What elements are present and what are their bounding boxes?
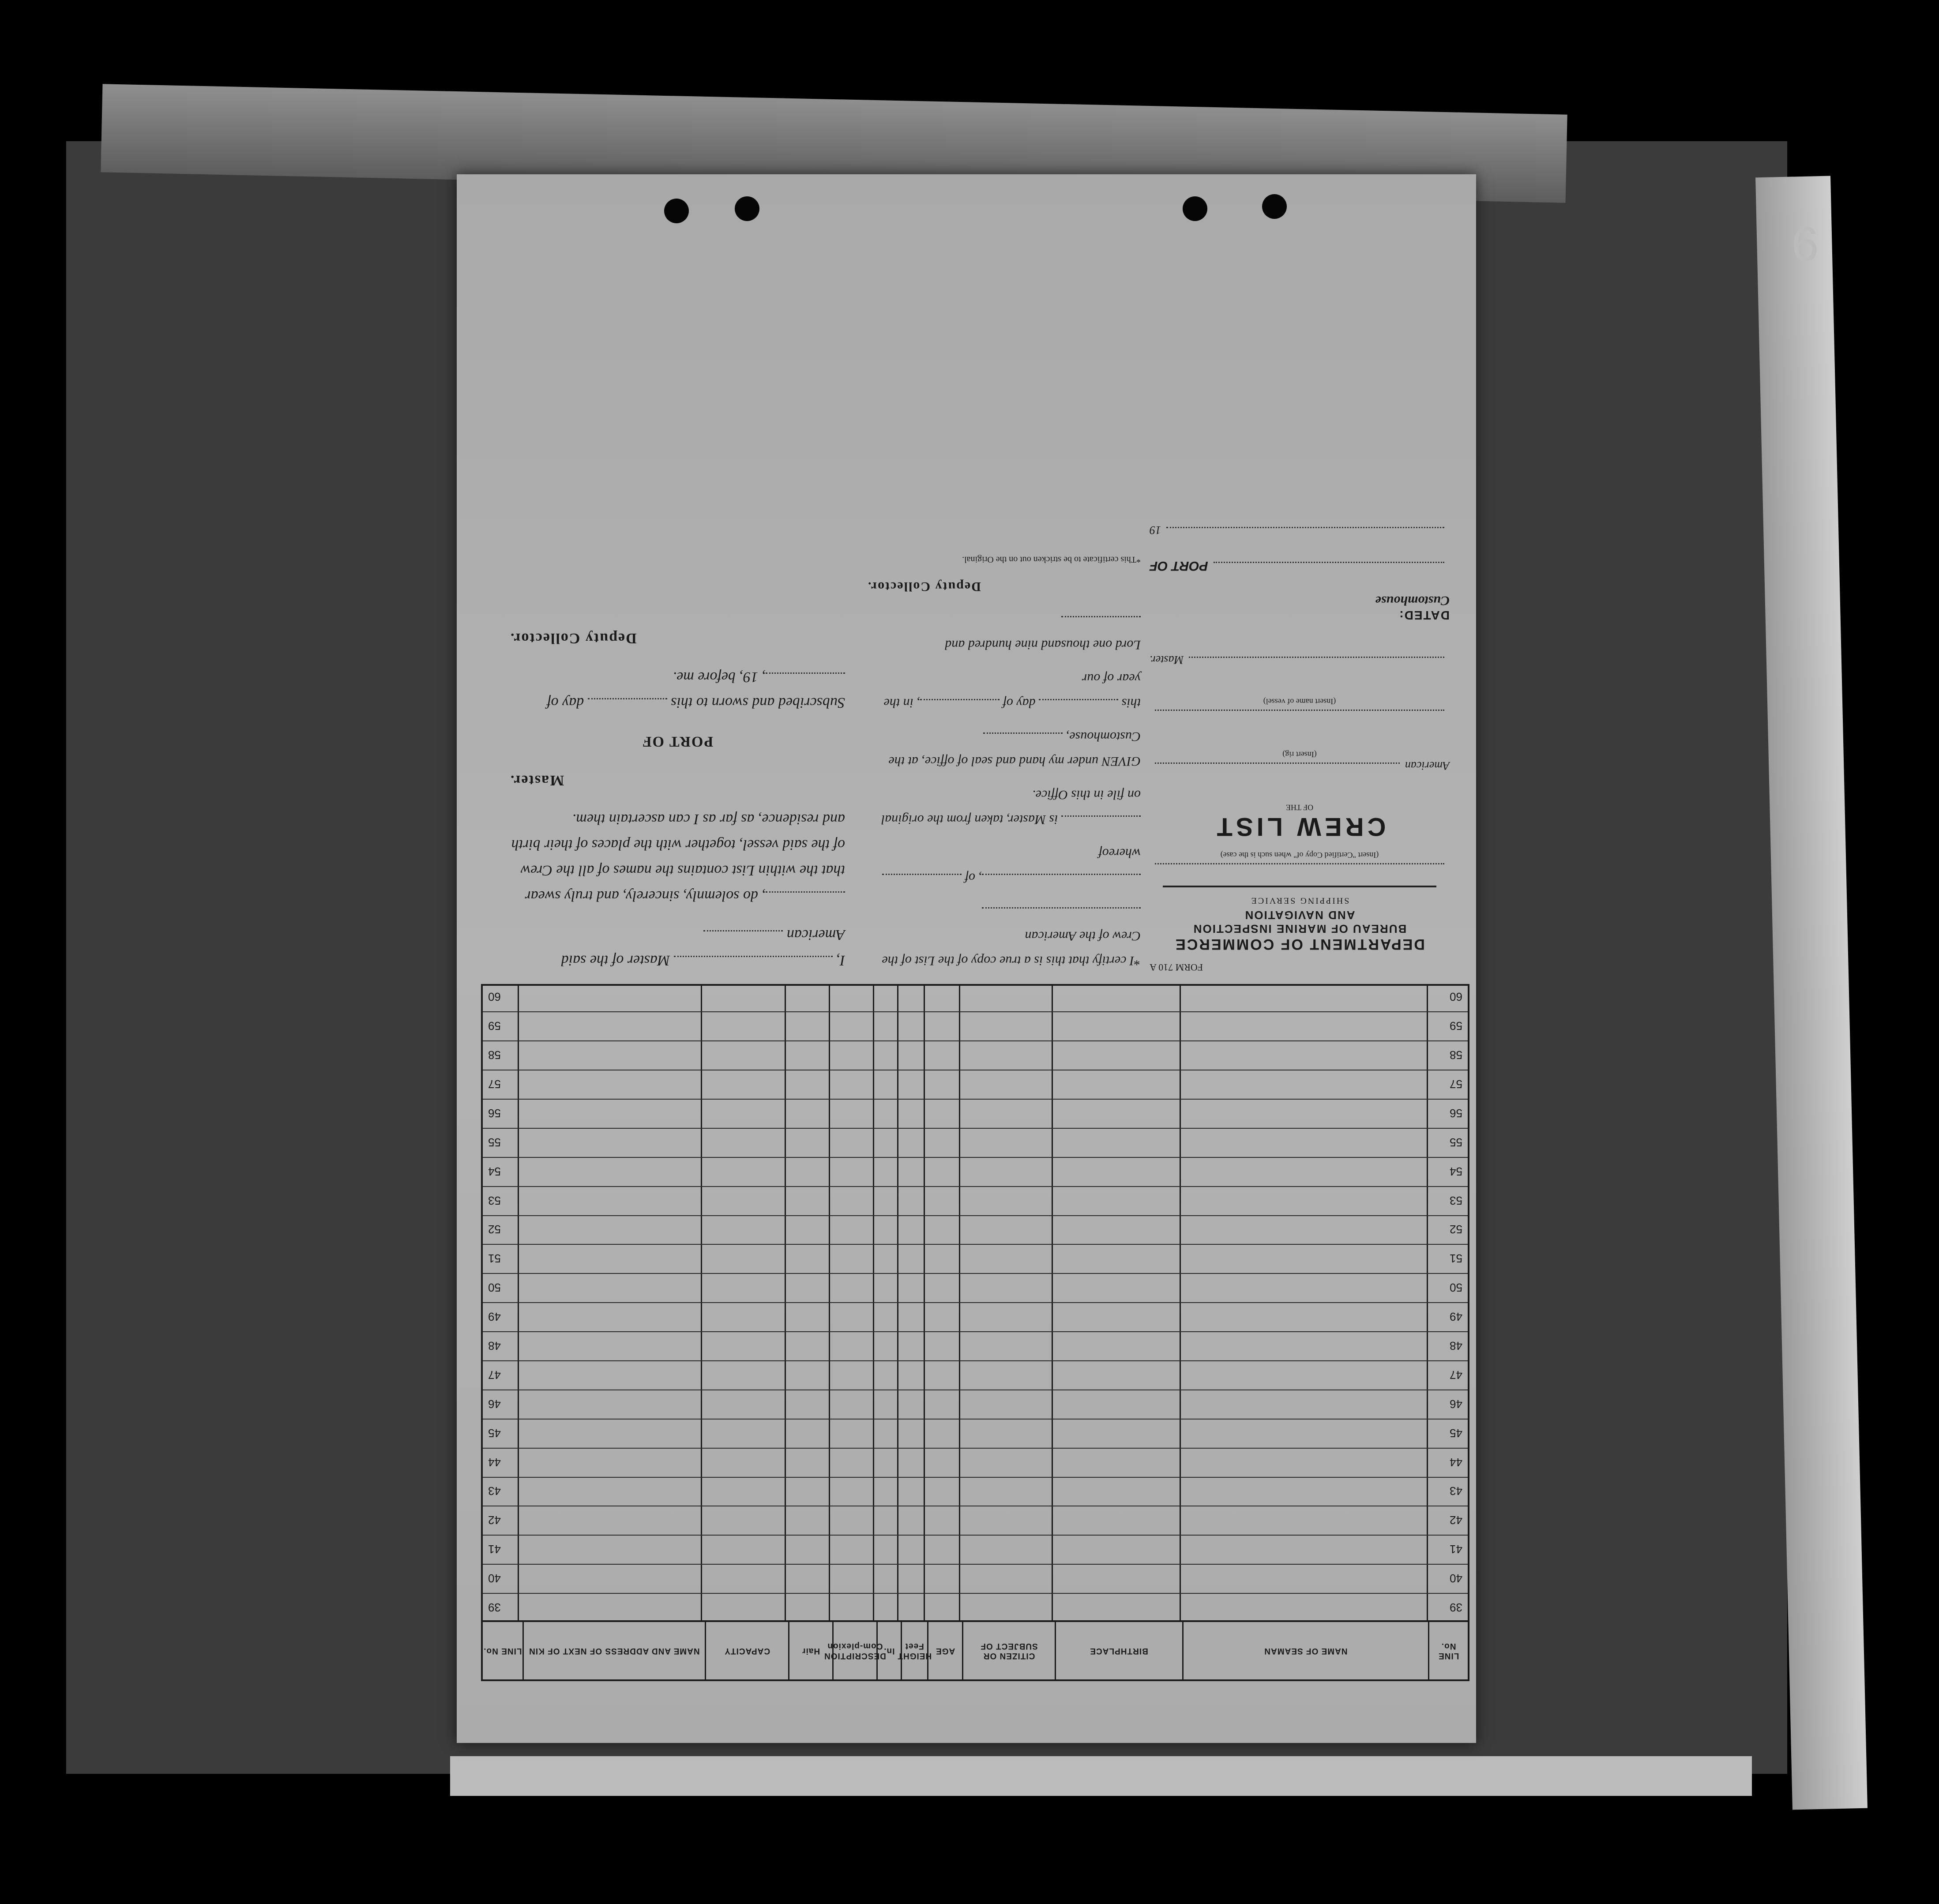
crew-grid-section <box>481 984 1469 1681</box>
dated-label: DATED: <box>1398 608 1450 622</box>
master-label: Master. <box>1150 653 1184 666</box>
table-row[interactable] <box>483 1535 1468 1564</box>
line-number-left: 51 <box>1450 1252 1462 1266</box>
line-number-right: 60 <box>488 990 501 1004</box>
table-row[interactable] <box>483 1070 1468 1099</box>
table-row[interactable] <box>483 982 1468 1011</box>
column-header-height-ft: HEIGHT Feet <box>901 1622 927 1679</box>
affidavit-block <box>510 612 845 973</box>
line-number-left: 57 <box>1450 1077 1462 1091</box>
line-number-left: 45 <box>1450 1426 1462 1440</box>
line-number-left: 49 <box>1450 1310 1462 1324</box>
line-number-left: 43 <box>1450 1484 1462 1498</box>
line-number-left: 59 <box>1450 1019 1462 1033</box>
line-number-right: 55 <box>488 1135 501 1149</box>
line-number-right: 57 <box>488 1077 501 1091</box>
affidavit-day-of: day of <box>547 695 584 711</box>
table-row[interactable] <box>483 1506 1468 1535</box>
port-of-line <box>1150 558 1450 575</box>
table-row[interactable] <box>483 1011 1468 1040</box>
crew-list-form-sheet <box>457 174 1476 1743</box>
affidavit-master-of: Master of the said American <box>561 927 845 969</box>
line-number-right: 56 <box>488 1106 501 1120</box>
bureau-heading-2: AND NAVIGATION <box>1244 909 1355 922</box>
line-number-left: 39 <box>1450 1601 1462 1614</box>
table-row[interactable] <box>483 1390 1468 1419</box>
customhouse-label: Customhouse <box>1375 593 1450 608</box>
table-row[interactable] <box>483 1157 1468 1186</box>
table-row[interactable] <box>483 1593 1468 1622</box>
cert-line-1: *I certify that this is a true copy of the List of the Crew of the American <box>882 929 1141 968</box>
line-number-left: 47 <box>1450 1368 1462 1382</box>
department-heading: DEPARTMENT OF COMMERCE <box>1174 936 1425 953</box>
port-field[interactable] <box>1214 562 1444 575</box>
year-line <box>1150 523 1450 541</box>
line-number-left: 58 <box>1450 1048 1462 1062</box>
rig-field[interactable] <box>1155 762 1400 776</box>
american-rig-line <box>1150 759 1450 776</box>
line-number-right: 47 <box>488 1368 501 1382</box>
cert-year-of-our: , in the year of our <box>883 671 1141 710</box>
line-number-right: 52 <box>488 1223 501 1236</box>
vessel-name-field[interactable] <box>1155 710 1444 723</box>
line-number-left: 60 <box>1450 990 1462 1004</box>
table-row[interactable] <box>483 1273 1468 1302</box>
line-number-right: 40 <box>488 1572 501 1585</box>
column-header-hair: Hair <box>788 1622 832 1679</box>
line-number-left: 44 <box>1450 1455 1462 1469</box>
of-the-label: OF THE <box>1285 803 1314 812</box>
line-number-left: 41 <box>1450 1543 1462 1556</box>
cert-of: , of <box>965 871 982 885</box>
cert-deputy-collector: Deputy Collector. <box>867 579 981 594</box>
cert-footnote: *This certificate to be stricken out on the Original. <box>962 555 1141 564</box>
master-line <box>1150 653 1450 670</box>
affidavit-port-of: PORT OF <box>641 733 714 750</box>
column-header-height-in: In. <box>876 1622 901 1679</box>
column-header-citizen: CITIZEN OR SUBJECT OF <box>962 1622 1054 1679</box>
master-name-field[interactable] <box>674 956 833 969</box>
line-number-right: 49 <box>488 1310 501 1324</box>
line-number-left: 40 <box>1450 1572 1462 1585</box>
table-row[interactable] <box>483 1099 1468 1128</box>
table-row[interactable] <box>483 1040 1468 1070</box>
cert-this: this <box>1121 696 1141 710</box>
line-number-right: 48 <box>488 1339 501 1352</box>
line-number-right: 51 <box>488 1252 501 1266</box>
line-number-right: 46 <box>488 1397 501 1411</box>
table-row[interactable] <box>483 1419 1468 1448</box>
line-number-left: 55 <box>1450 1135 1462 1149</box>
table-row[interactable] <box>483 1331 1468 1360</box>
date-field[interactable] <box>1166 527 1444 541</box>
affidavit-before-me: , before me. <box>673 669 743 685</box>
crew-list-title: CREW LIST <box>1213 812 1386 841</box>
cert-line-4: GIVEN under my hand and seal of office, at the Customhouse, <box>888 729 1141 769</box>
line-number-left: 53 <box>1450 1194 1462 1207</box>
line-number-right: 54 <box>488 1164 501 1178</box>
line-number-right: 43 <box>488 1484 501 1498</box>
table-row[interactable] <box>483 1302 1468 1331</box>
insert-vessel-note: (Insert name of vessel) <box>1263 697 1336 706</box>
affidavit-year: , 19 <box>743 669 766 685</box>
column-header-line-no-r: LINE No. <box>483 1646 522 1656</box>
line-number-right: 53 <box>488 1194 501 1207</box>
line-number-right: 42 <box>488 1513 501 1527</box>
line-number-right: 50 <box>488 1281 501 1295</box>
form-number: FORM 710 A <box>1150 962 1203 973</box>
column-header-capacity: CAPACITY <box>705 1622 788 1679</box>
line-number-right: 58 <box>488 1048 501 1062</box>
column-header-line-no: LINE No. <box>1428 1622 1468 1679</box>
crew-table-rows <box>483 982 1468 1622</box>
line-number-left: 54 <box>1450 1164 1462 1178</box>
line-number-right: 39 <box>488 1601 501 1614</box>
affidavit-oath: , do solemnly, sincerely, and truly swear that the within List contains the names of all the Crew of the said vessel, together with the places of their birth and residence, as far as I can ascertain them. <box>511 811 845 904</box>
column-header-name: NAME OF SEAMAN <box>1182 1622 1428 1679</box>
affidavit-master: Master. <box>510 772 564 789</box>
table-row[interactable] <box>483 1477 1468 1506</box>
line-number-right: 59 <box>488 1019 501 1033</box>
port-of-label: PORT OF <box>1150 559 1208 573</box>
service-heading: SHIPPING SERVICE <box>1250 896 1349 905</box>
affidavit-deputy-collector: Deputy Collector. <box>510 630 637 646</box>
form-title-block <box>1150 523 1450 973</box>
page-number-tag: 6 <box>1792 217 1819 271</box>
table-row[interactable] <box>483 1186 1468 1215</box>
table-row[interactable] <box>483 1564 1468 1593</box>
certified-copy-line <box>1150 860 1450 877</box>
crew-list-table <box>481 984 1469 1681</box>
background-paper-bottom-edge <box>450 1756 1752 1796</box>
line-number-left: 42 <box>1450 1513 1462 1527</box>
certificate-block <box>867 545 1141 973</box>
column-header-next-of-kin: NAME AND ADDRESS OF NEXT OF KIN <box>522 1622 705 1679</box>
line-number-right: 41 <box>488 1543 501 1556</box>
vessel-name-line <box>1150 706 1450 723</box>
insert-rig-note: (Insert rig) <box>1282 750 1317 759</box>
cert-line-3: is Master, taken from the original on file in this Office. <box>881 788 1141 827</box>
affidavit-i: I, <box>836 952 845 969</box>
cert-day-of: day of <box>1003 696 1036 710</box>
certified-copy-note: (Insert "Certified Copy of" when such is the case) <box>1220 851 1379 860</box>
line-number-left: 48 <box>1450 1339 1462 1352</box>
divider <box>1163 886 1436 887</box>
bureau-heading-1: BUREAU OF MARINE INSPECTION <box>1192 922 1407 935</box>
year-prefix: 19 <box>1150 524 1161 537</box>
line-number-left: 56 <box>1450 1106 1462 1120</box>
cert-whereof: whereof <box>1098 846 1141 860</box>
table-row[interactable] <box>483 1128 1468 1157</box>
affidavit-subscribed: Subscribed and sworn to this <box>671 695 845 711</box>
line-number-left: 50 <box>1450 1281 1462 1295</box>
column-header-complexion: DESCRIPTION Com-plexion <box>832 1622 876 1679</box>
column-header-age: AGE <box>927 1622 962 1679</box>
column-header-birthplace: BIRTHPLACE <box>1055 1622 1182 1679</box>
form-upper-section <box>457 174 1476 986</box>
table-row[interactable] <box>483 1215 1468 1244</box>
cert-line-6: Lord one thousand nine hundred and <box>945 638 1141 652</box>
master-name-field[interactable] <box>1189 657 1444 670</box>
table-row[interactable] <box>483 1448 1468 1477</box>
crew-table-header <box>483 1620 1468 1679</box>
line-number-left: 46 <box>1450 1397 1462 1411</box>
table-row[interactable] <box>483 1244 1468 1273</box>
line-number-left: 52 <box>1450 1223 1462 1236</box>
american-label: American <box>1405 759 1450 772</box>
line-number-right: 45 <box>488 1426 501 1440</box>
line-number-right: 44 <box>488 1455 501 1469</box>
table-row[interactable] <box>483 1360 1468 1390</box>
